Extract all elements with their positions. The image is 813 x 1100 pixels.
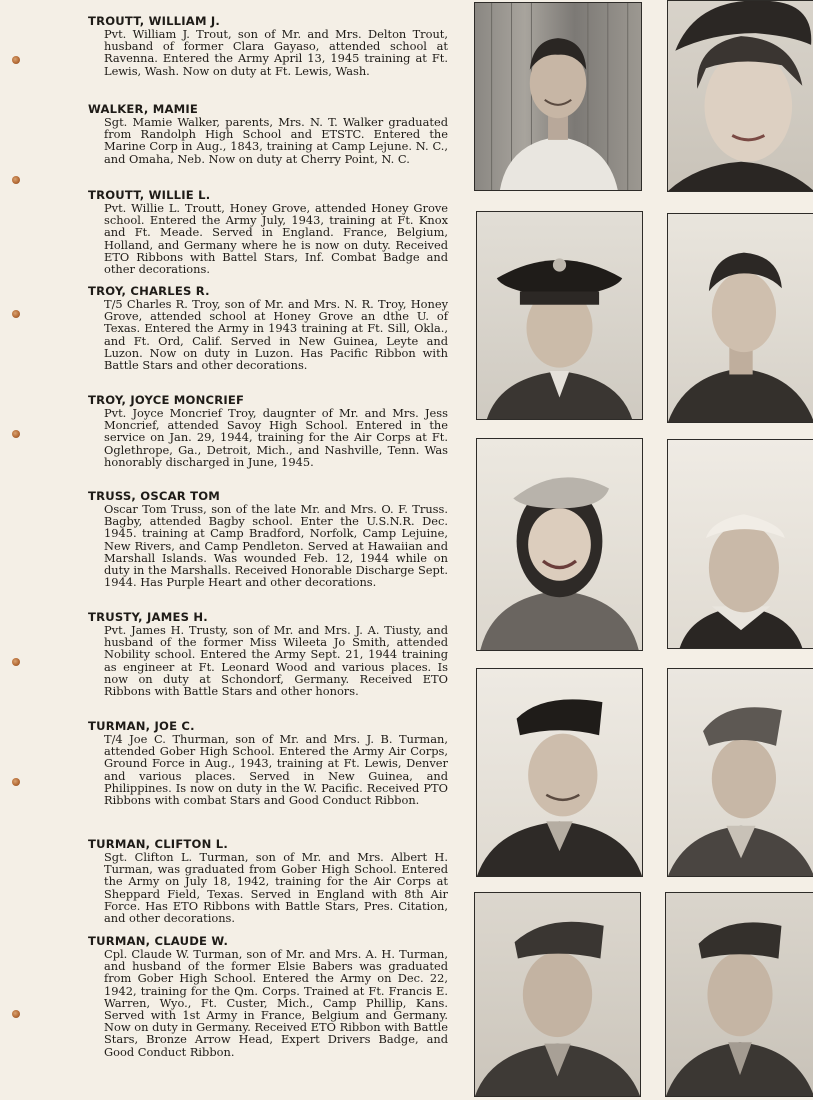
- entry: [88, 393, 448, 468]
- entry-text: Pvt. Willie L. Troutt, Honey Grove, attended Honey Grove school. Entered the Army July, 1943, training at Ft. Knox and Ft. Meade. Served in England. France, Belgium, Holland, and Germany where he is now on duty. Received ETO Ribbons with Battel Stars, Inf. Combat Badge and other decorations.: [104, 201, 448, 277]
- entry-name: TROY, JOYCE MONCRIEF: [88, 393, 245, 407]
- entry: [88, 284, 448, 371]
- entry: [88, 102, 448, 165]
- entry-text: Cpl. Claude W. Turman, son of Mr. and Mrs. A. H. Turman, and husband of the former Elsie Babers was graduated from Gober High School. Entered the Army on Dec. 22, 1942, training for the Qm. Corps. Trained at Ft. Francis E. Warren, Wyo., Ft. Custer, Mich., Camp Phillip, Kans. Served with 1st Army in France, Belgium and Germany. Now on duty in Germany. Received ETO Ribbon with Battle Stars, Bronze Arrow Head, Expert Drivers Badge, and Good Conduct Ribbon.: [104, 947, 448, 1059]
- entry-text: T/5 Charles R. Troy, son of Mr. and Mrs. N. R. Troy, Honey Grove, attended school at Honey Grove an dthe U. of Texas. Entered the Army in 1943 training at Ft. Sill, Okla., and Ft. Ord, Calif. Served in New Guinea, Leyte and Luzon. Now on duty in Luzon. Has Pacific Ribbon with Battle Stars and other decorations.: [104, 297, 448, 373]
- punch-hole: [12, 778, 20, 786]
- punch-hole: [12, 176, 20, 184]
- portrait-photo: [476, 211, 643, 420]
- entry-name: TURMAN, CLIFTON L.: [88, 837, 228, 851]
- entry: [88, 837, 448, 924]
- entry-text: Sgt. Mamie Walker, parents, Mrs. N. T. Walker graduated from Randolph High School and ETSTC. Entered the Marine Corp in Aug., 1843, training at Camp Lejune. N. C., and Omaha, Neb. Now on duty at Cherry Point, N. C.: [104, 115, 448, 166]
- portrait-photo: [474, 892, 641, 1097]
- portrait-photo: [476, 668, 643, 877]
- entry-text: T/4 Joe C. Thurman, son of Mr. and Mrs. J. B. Turman, attended Gober High School. Entered the Army Air Corps, Ground Force in Aug., 1943, training at Ft. Lewis, Denver and various places. Served in New Guinea, and Philippines. Is now on duty in the W. Pacific. Received PTO Ribbons with combat Stars and Good Conduct Ribbon.: [104, 732, 448, 808]
- portrait-photo: [476, 438, 643, 651]
- entry: [88, 610, 448, 697]
- entry: [88, 489, 448, 588]
- entry-name: TROUTT, WILLIAM J.: [88, 14, 221, 28]
- portrait-photo: [667, 668, 813, 877]
- entry: [88, 188, 448, 275]
- entry-name: TRUSTY, JAMES H.: [88, 610, 208, 624]
- portrait-photo: [665, 892, 813, 1097]
- entry-name: TROY, CHARLES R.: [88, 284, 210, 298]
- portrait-photo: [667, 439, 813, 649]
- entry: [88, 14, 448, 77]
- punch-hole: [12, 310, 20, 318]
- entry: [88, 719, 448, 806]
- portrait-photo: [667, 213, 813, 423]
- entry-name: TURMAN, JOE C.: [88, 719, 195, 733]
- entry-text: Pvt. Joyce Moncrief Troy, daugnter of Mr. and Mrs. Jess Moncrief, attended Savoy High School. Entered in the service on Jan. 29, 1944, training for the Air Corps at Ft. Oglethrope, Ga., Detroit, Mich., and Nashville, Tenn. Was honorably discharged in June, 1945.: [104, 406, 448, 469]
- entry-text: Sgt. Clifton L. Turman, son of Mr. and Mrs. Albert H. Turman, was graduated from Gober High School. Entered the Army on July 18, 1942, training for the Air Corps at Sheppard Field, Texas. Served in England with 8th Air Force. Has ETO Ribbons with Battle Stars, Pres. Citation, and other decorations.: [104, 850, 448, 926]
- entry: [88, 934, 448, 1058]
- punch-hole: [12, 1010, 20, 1018]
- punch-hole: [12, 56, 20, 64]
- punch-hole: [12, 430, 20, 438]
- entry-text: Oscar Tom Truss, son of the late Mr. and Mrs. O. F. Truss. Bagby, attended Bagby school. Enter the U.S.N.R. Dec. 1945. training at Camp Bradford, Norfolk, Camp Lejuine, New Rivers, and Camp Pendleton. Served at Hawaiian and Marshall Islands. Was wounded Feb. 12, 1944 while on duty in the Marshalls. Received Honorable Discharge Sept. 1944. Has Purple Heart and other decorations.: [104, 502, 448, 590]
- portrait-photo: [474, 2, 642, 191]
- portrait-photo: [667, 0, 813, 192]
- entry-name: TRUSS, OSCAR TOM: [88, 489, 221, 503]
- entry-name: TROUTT, WILLIE L.: [88, 188, 211, 202]
- entry-text: Pvt. William J. Trout, son of Mr. and Mrs. Delton Trout, husband of former Clara Gayaso, attended school at Ravenna. Entered the Army April 13, 1945 training at Ft. Lewis, Wash. Now on duty at Ft. Lewis, Wash.: [104, 27, 448, 78]
- entry-text: Pvt. James H. Trusty, son of Mr. and Mrs. J. A. Tiusty, and husband of the former Miss Wileeta Jo Smith, attended Nobility school. Entered the Army Sept. 21, 1944 training as engineer at Ft. Leonard Wood and various places. Is now on duty at Schondorf, Germany. Received ETO Ribbons with Battle Stars and other honors.: [104, 623, 448, 699]
- entry-name: WALKER, MAMIE: [88, 102, 198, 116]
- entry-name: TURMAN, CLAUDE W.: [88, 934, 229, 948]
- punch-hole: [12, 658, 20, 666]
